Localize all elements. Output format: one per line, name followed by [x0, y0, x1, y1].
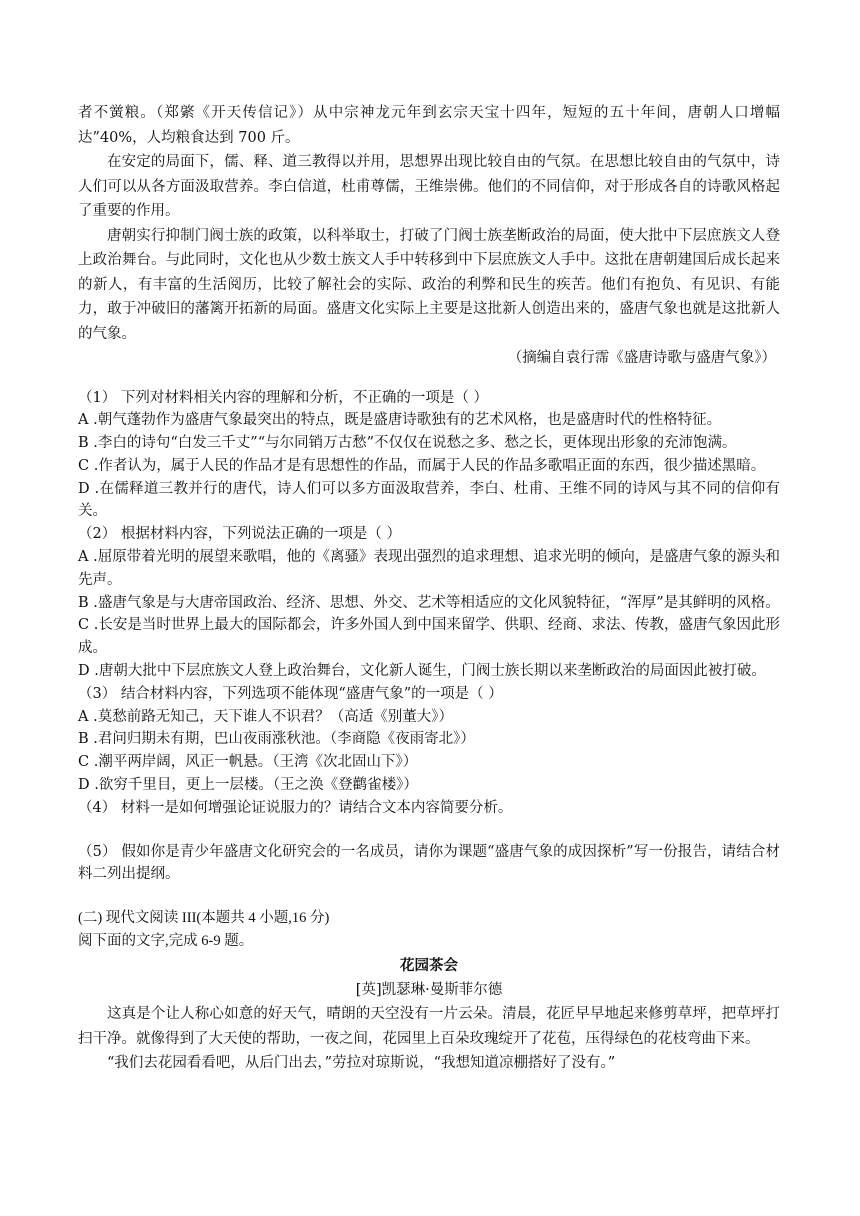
question-5: （5） 假如你是青少年盛唐文化研究会的一名成员，请你为课题“盛唐气象的成因探析”写一份报告，请结合材料二列出提纲。 — [78, 843, 780, 883]
question-stem: （3） 结合材料内容，下列选项不能体现“盛唐气象”的一项是（ ） — [78, 685, 503, 702]
story-author: [英]凯瑟琳·曼斯菲尔德 — [355, 982, 503, 999]
question-4: （4） 材料一是如何增强论证说服力的？请结合文本内容简要分析。 — [78, 799, 513, 816]
passage-source: （摘编自袁行霈《盛唐诗歌与盛唐气象》） — [507, 350, 776, 366]
option-b[interactable]: B .李白的诗句“白发三千丈”“与尔同销万古愁”不仅仅在说愁之多、愁之长，更体现出形象的充沛饱满。 — [78, 435, 737, 452]
story-title: 花园茶会 — [400, 957, 458, 975]
option-a[interactable]: A .屈原带着光明的展望来歌唱，他的《离骚》表现出强烈的追求理想、追求光明的倾向，是盛唐气象的源头和先声。 — [78, 549, 780, 588]
story-paragraph: “我们去花园看看吧，从后门出去，”劳拉对琼斯说，“我想知道凉棚搭好了没有。” — [107, 1055, 616, 1072]
option-d[interactable]: D .在儒释道三教并行的唐代，诗人们可以多方面汲取营养，李白、杜甫、王维不同的诗风与其不同的信仰有关。 — [78, 480, 780, 520]
passage-paragraph: 者不黉粮。（郑綮《开天传信记》）从中宗神龙元年到玄宗天宝十四年，短短的五十年间，唐朝人口增幅达”40%，人均粮食达到 700 斤。 — [78, 105, 780, 146]
section-heading: (二) 现代文阅读 III(本题共 4 小题,16 分) — [78, 910, 330, 927]
option-c[interactable]: C .作者认为，属于人民的作品才是有思想性的作品，而属于人民的作品多歌唱正面的东西，很少描述黑暗。 — [78, 457, 766, 474]
question-2 — [78, 523, 780, 683]
option-c[interactable]: C .长安是当时世界上最大的国际都会，许多外国人到中国来留学、供职、经商、求法、传教，盛唐气象因此形成。 — [78, 617, 780, 657]
passage-paragraph: 在安定的局面下，儒、释、道三教得以并用，思想界出现比较自由的气氛。在思想比较自由的气氛中，诗人们可以从各方面汲取营养。李白信道，杜甫尊儒，王维崇佛。他们的不同信仰，对于形成各自的诗歌风格起了重要的作用。 — [78, 154, 780, 219]
passage-paragraph: 唐朝实行抑制门阀士族的政策，以科举取士，打破了门阀士族垄断政治的局面，使大批中下层庶族文人登上政治舞台。与此同时，文化也从少数士族文人手中转移到中下层庶族文人手中。这批在唐朝建国后成长起来的新人，有丰富的生活阅历，比较了解社会的实际、政治的利弊和民生的疾苦。他们有抱负、有见识、有能力，敢于冲破旧的藩篱开拓新的局面。盛唐文化实际上主要是这批新人创造出来的，盛唐气象也就是这批新人的气象。 — [78, 227, 780, 342]
option-a[interactable]: A .朝气蓬勃作为盛唐气象最突出的特点，既是盛唐诗歌独有的艺术风格，也是盛唐时代的性格特征。 — [78, 412, 722, 429]
question-3 — [78, 683, 780, 797]
option-a[interactable]: A .莫愁前路无知己，天下谁人不识君？（高适《别董大》） — [78, 708, 453, 725]
option-d[interactable]: D .欲穷千里目，更上一层楼。（王之涣《登鹳雀楼》） — [78, 777, 418, 794]
option-c[interactable]: C .潮平两岸阔，风正一帆悬。（王湾《次北固山下》） — [78, 754, 418, 771]
question-stem: （1） 下列对材料相关内容的理解和分析，不正确的一项是（ ） — [78, 389, 488, 406]
document-page — [78, 101, 780, 1076]
story-paragraph: 这真是个让人称心如意的好天气，晴朗的天空没有一片云朵。清晨，花匠早早地起来修剪草坪，把草坪打扫干净。就像得到了大天使的帮助，一夜之间，花园里上百朵玫瑰绽开了花苞，压得绿色的花枝弯曲下来。 — [78, 1006, 780, 1047]
question-1 — [78, 387, 780, 524]
option-b[interactable]: B .君问归期未有期，巴山夜雨涨秋池。（李商隐《夜雨寄北》） — [78, 731, 475, 748]
option-b[interactable]: B .盛唐气象是与大唐帝国政治、经济、思想、外交、艺术等相适应的文化风貌特征，“浑厚”是其鲜明的风格。 — [78, 594, 780, 611]
question-stem: （2） 根据材料内容，下列说法正确的一项是（ ） — [78, 526, 401, 543]
section-instruction: 阅下面的文字,完成 6-9 题。 — [78, 932, 254, 949]
option-d[interactable]: D .唐朝大批中下层庶族文人登上政治舞台，文化新人诞生，门阀士族长期以来垄断政治的局面因此被打破。 — [78, 663, 766, 680]
